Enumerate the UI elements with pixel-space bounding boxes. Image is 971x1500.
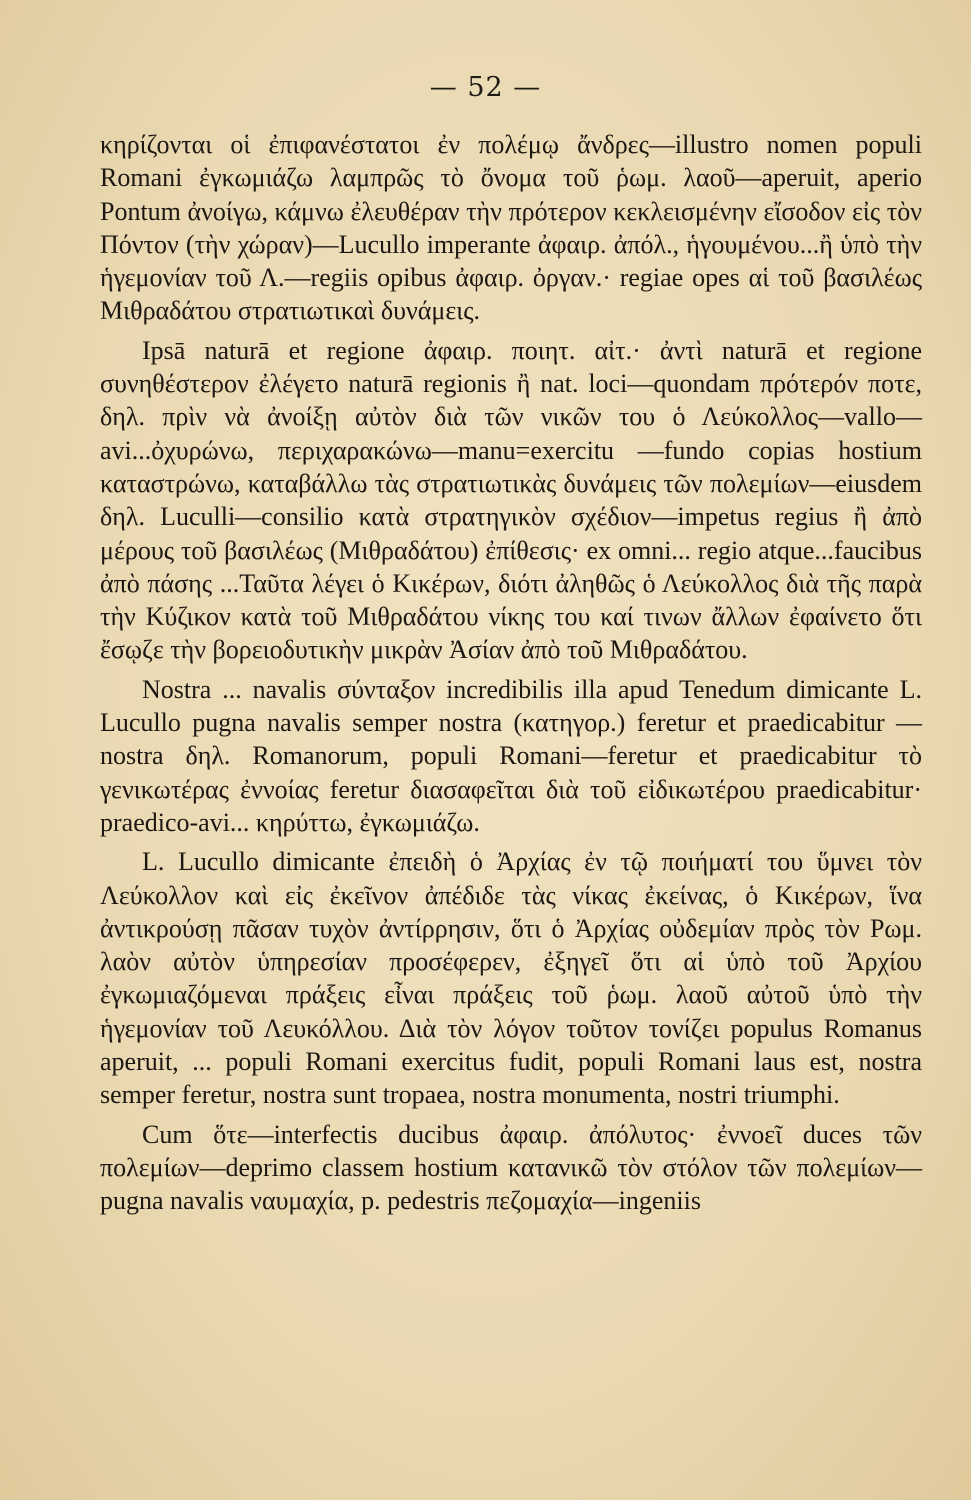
- page-number: — 52 —: [429, 72, 542, 103]
- paragraph-3: Nostra ... navalis σύνταξον incredibilis illa apud Tenedum dimicante L. Lucullo pugna navalis semper nostra (κατηγορ.) feretur et praedicabitur — nostra δηλ. Romanorum, populi Romani—feretur et praedicabitur τὸ γενικωτέρας ἐννοίας feretur διασαφεῖται διὰ τοῦ εἰδικωτέρου praedicabitur· praedico-avi... κηρύττω, ἐγκωμιάζω.: [100, 674, 922, 837]
- paragraph-1: κηρίζονται οἱ ἐπιφανέστατοι ἐν πολέμῳ ἄνδρες—illustro nomen populi Romani ἐγκωμιάζω λαμπρῶς τὸ ὄνομα τοῦ ῥωμ. λαοῦ—aperuit, aperio Pontum ἀνοίγω, κάμνω ἐλευθέραν τὴν πρότερον κεκλεισμένην εἴσοδον εἰς τὸν Πόντον (τὴν χώραν)—Lucullo imperante ἀφαιρ. ἀπόλ., ἡγουμένου...ἢ ὑπὸ τὴν ἡγεμονίαν τοῦ Λ.—regiis opibus ἀφαιρ. ὀργαν.· regiae opes αἱ τοῦ βασιλέως Μιθραδάτου στρατιωτικαὶ δυνάμεις.: [100, 130, 922, 326]
- paragraph-2: Ipsā naturā et regione ἀφαιρ. ποιητ. αἰτ.· ἀντὶ naturā et regione συνηθέστερον ἐλέγετο naturā regionis ἢ nat. loci—quondam πρότερόν ποτε, δηλ. πρὶν νὰ ἀνοίξῃ αὐτὸν διὰ τῶν νικῶν του ὁ Λεύκολλος—vallo—avi...ὀχυρώνω, περιχαρακώνω—manu=exercitu —fundo copias hostium καταστρώνω, καταβάλλω τὰς στρατιωτικὰς δυνάμεις τῶν πολεμίων—eiusdem δηλ. Luculli—consilio κατὰ στρατηγικὸν σχέδιον—impetus regius ἢ ἀπὸ μέρους τοῦ βασιλέως (Μιθραδάτου) ἐπίθεσις· ex omni... regio atque...faucibus ἀπὸ πάσης ...Ταῦτα λέγει ὁ Κικέρων, διότι ἀληθῶς ὁ Λεύκολλος διὰ τῆς παρὰ τὴν Κύζικον κατὰ τοῦ Μιθραδάτου νίκης του καί τινων ἄλλων ἐφαίνετο ὅτι ἔσῳζε τὴν βορειοδυτικὴν μικρὰν Ἀσίαν ἀπὸ τοῦ Μιθραδάτου.: [100, 335, 922, 665]
- page-body: [100, 128, 922, 1218]
- paragraph-5: Cum ὅτε—interfectis ducibus ἀφαιρ. ἀπόλυτος· ἐννοεῖ duces τῶν πολεμίων—deprimo classem hostium κατανικῶ τὸν στόλον τῶν πολεμίων—pugna navalis ναυμαχία, p. pedestris πεζομαχία—ingeniis: [100, 1119, 922, 1216]
- paragraph-4: L. Lucullo dimicante ἐπειδὴ ὁ Ἀρχίας ἐν τῷ ποιήματί του ὕμνει τὸν Λεύκολλον καὶ εἰς ἐκεῖνον ἀπέδιδε τὰς νίκας ἐκείνας, ὁ Κικέρων, ἵνα ἀντικρούσῃ πᾶσαν τυχὸν ἀντίρρησιν, ὅτι ὁ Ἀρχίας οὐδεμίαν πρὸς τὸν Ρωμ. λαὸν αὐτὸν ὑπηρεσίαν προσέφερεν, ἐξηγεῖ ὅτι αἱ ὑπὸ τοῦ Ἀρχίου ἐγκωμιαζόμεναι πράξεις εἶναι πράξεις τοῦ ῥωμ. λαοῦ αὐτοῦ ὑπὸ τὴν ἡγεμονίαν τοῦ Λευκόλλου. Διὰ τὸν λόγον τοῦτον τονίζει populus Romanus aperuit, ... populi Romani exercitus fudit, populi Romani laus est, nostra semper feretur, nostra sunt tropaea, nostra monumenta, nostri triumphi.: [100, 847, 922, 1110]
